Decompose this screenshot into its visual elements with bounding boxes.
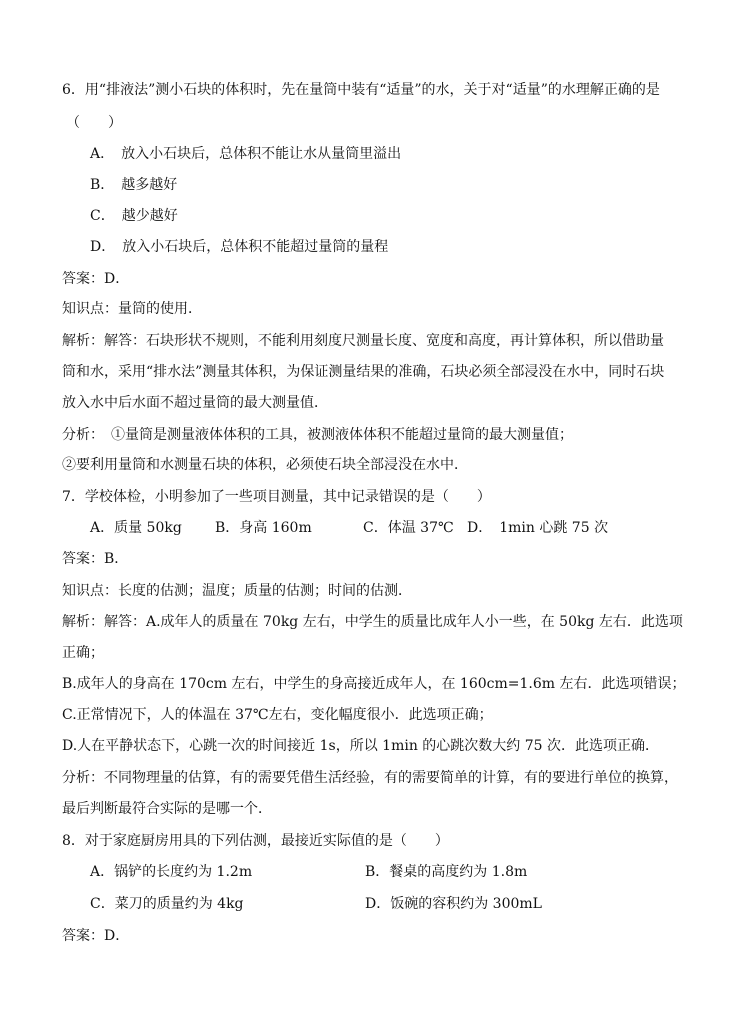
q6-summary-line: 分析： ①量筒是测量液体体积的工具，被测液体体积不能超过量筒的最大测量值； xyxy=(62,427,573,443)
q7-analysis-line: B.成年人的身高在 170cm 左右，中学生的身高接近成年人，在 160cm=1.6m 左右．此选项错误； xyxy=(62,676,686,692)
q7-summary-line: 最后判断最符合实际的是哪一个． xyxy=(62,801,272,817)
q8-answer: 答案：D． xyxy=(62,928,130,944)
q7-option-d: D． 1min 心跳 75 次 xyxy=(467,520,609,536)
q7-option-b: B．身高 160m xyxy=(215,520,312,536)
q8-option-a: A．锅铲的长度约为 1.2m xyxy=(90,864,253,880)
q7-answer: 答案：B． xyxy=(62,551,129,567)
q7-knowledge: 知识点：长度的估测；温度；质量的估测；时间的估测． xyxy=(62,583,412,599)
q8-option-c: C．菜刀的质量约为 4kg xyxy=(90,896,244,912)
q8-stem: 8．对于家庭厨房用具的下列估测，最接近实际值的是（ ） xyxy=(62,833,449,849)
q6-summary-line: ②要利用量筒和水测量石块的体积，必须使石块全部浸没在水中． xyxy=(62,457,468,473)
q6-knowledge: 知识点：量筒的使用． xyxy=(62,301,202,317)
q6-answer: 答案：D． xyxy=(62,271,130,287)
q7-summary-line: 分析：不同物理量的估算，有的需要凭借生活经验，有的需要简单的计算，有的要进行单位的换算， xyxy=(62,770,678,786)
q7-option-c: C．体温 37℃ xyxy=(363,520,454,536)
q6-answer-paren: （ ） xyxy=(66,115,122,131)
q8-option-d: D．饭碗的容积约为 300mL xyxy=(365,896,542,912)
q6-option-d: D． 放入小石块后，总体积不能超过量筒的量程 xyxy=(90,239,389,255)
q6-option-a: A． 放入小石块后，总体积不能让水从量筒里溢出 xyxy=(90,146,402,162)
q7-analysis-line: 正确； xyxy=(62,645,104,661)
q7-analysis-line: 解析：解答：A.成年人的质量在 70kg 左右，中学生的质量比成年人小一些，在 50kg 左右．此选项 xyxy=(62,614,683,630)
q6-analysis-line: 筒和水，采用“排水法”测量其体积，为保证测量结果的准确，石块必须全部浸没在水中，同时石块 xyxy=(62,364,665,380)
q7-option-a: A．质量 50kg xyxy=(90,520,182,536)
q6-option-c: C． 越少越好 xyxy=(90,208,178,224)
q8-option-b: B．餐桌的高度约为 1.8m xyxy=(365,864,528,880)
q7-analysis-line: C.正常情况下，人的体温在 37℃左右，变化幅度很小．此选项正确； xyxy=(62,707,493,723)
q7-stem: 7．学校体检，小明参加了一些项目测量，其中记录错误的是（ ） xyxy=(62,489,491,505)
q7-analysis-line: D.人在平静状态下，心跳一次的时间接近 1s，所以 1min 的心跳次数大约 75 次．此选项正确． xyxy=(62,738,660,754)
q6-option-b: B． 越多越好 xyxy=(90,177,178,193)
q6-stem: 6．用“排液法”测小石块的体积时，先在量筒中装有“适量”的水，关于对“适量”的水理解正确的是 xyxy=(62,82,660,98)
q6-analysis-line: 放入水中后水面不超过量筒的最大测量值． xyxy=(62,395,328,411)
q6-analysis-line: 解析：解答：石块形状不规则，不能利用刻度尺测量长度、宽度和高度，再计算体积，所以借助量 xyxy=(62,333,664,349)
